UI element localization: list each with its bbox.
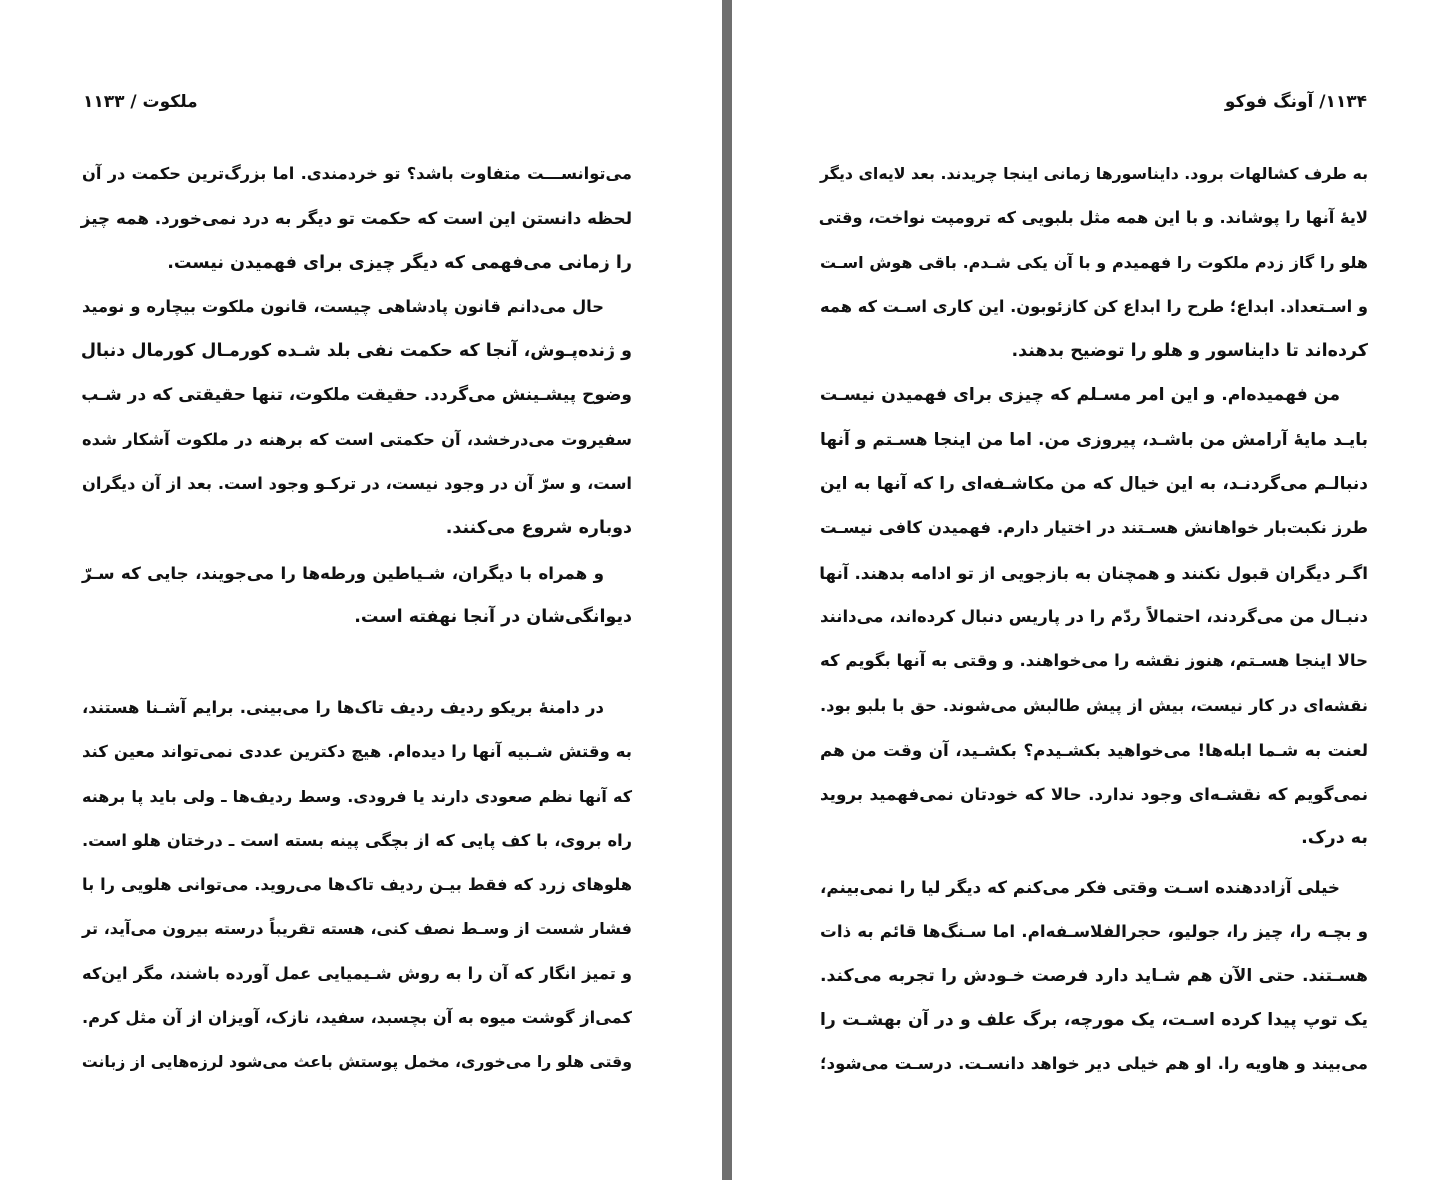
text-block — [820, 865, 1368, 1086]
text-line: اگـر دیگران قبول نکنند و همچنان به بازجویی از تو ادامه بدهند. آنها — [819, 562, 1368, 583]
text-line: و اسـتعداد. ابداع؛ طرح را ابداع کن کازئوبون. این کاری اسـت که همه — [820, 296, 1368, 316]
text-line: هسـتند. حتی الآن هم شـاید دارد فرصت خـودش را تجربه می‌کند. — [820, 965, 1368, 986]
text-line: که آنها نظم صعودی دارند یا فرودی. وسط ردیف‌ها ـ ولی باید پا برهنه — [82, 786, 632, 806]
text-line: هلوهای زرد که فقط بیـن ردیف تاک‌ها می‌روید. می‌توانی هلویی را با — [82, 875, 632, 895]
text-line: لایهٔ آنها را پوشاند. و با این همه مثل بلبویی که ترومپت نواخت، وقتی — [818, 208, 1368, 228]
text-line: وقتی هلو را می‌خوری، مخمل پوستش باعث می‌شود لرزه‌هایی از زبانت — [81, 1052, 632, 1072]
text-line: نقشه‌ای در کار نیست، بیش از پیش طالبش می‌شوند. حق با بلبو بود. — [820, 695, 1368, 715]
text-line: را زمانی می‌فهمی که دیگر چیزی برای فهمیدن نیست. — [167, 252, 632, 273]
text-line: به درک. — [1301, 828, 1368, 849]
text-line: خیلی آزاددهنده اسـت وقتی فکر می‌کنم که دیگر لیا را نمی‌بینم، — [819, 877, 1340, 897]
text-line: دیوانگی‌شان در آنجا نهفته است. — [354, 606, 632, 627]
text-block — [82, 686, 632, 1085]
text-block — [820, 152, 1368, 861]
text-line: هلو را گاز زدم ملکوت را فهمیدم و با آن یکی شـدم. باقی هوش اسـت — [820, 252, 1368, 272]
text-line: نمی‌گویم که نقشـه‌ای وجود ندارد. حالا که خودتان نمی‌فهمید بروید — [820, 784, 1368, 805]
text-line: دنبالـم می‌گردنـد، به این خیال که من مکاشـفه‌ای را که آنها به این — [820, 474, 1368, 495]
text-line: دنبـال من می‌گردند، احتمالاً ردّم را در پاریس دنبال کرده‌اند، می‌دانند — [820, 606, 1368, 626]
text-line: بایـد مایهٔ آرامش من باشـد، پیروزی من. اما من اینجا هسـتم و آنها — [820, 429, 1368, 450]
text-line: راه بروی، با کف پایی که از بچگی پینه بسته است ـ درختان هلو است. — [82, 830, 632, 850]
text-line: حال می‌دانم قانون پادشاهی چیست، قانون ملکوت بیچاره و نومید — [82, 296, 604, 316]
text-line: کمی‌از گوشت میوه به آن بچسبد، سفید، نازک، آویزان از آن مثل کرم. — [82, 1008, 632, 1028]
text-line: به طرف کشالهات برود. دایناسورها زمانی اینجا چریدند. بعد لایه‌ای دیگر — [820, 164, 1368, 183]
text-line: در دامنهٔ بریکو ردیف ردیف تاک‌ها را می‌بینی. برایم آشـنا هستند، — [82, 698, 604, 717]
left-page — [0, 0, 722, 1180]
text-line: من فهمیده‌ام. و این امر مسـلم که چیزی برای فهمیدن نیسـت — [819, 385, 1340, 406]
text-line: به وقتش شـبیه آنها را دیده‌ام. هیچ دکترین عددی نمی‌تواند معین کند — [82, 742, 632, 762]
text-line: لحظه دانستن این است که حکمت تو دیگر به درد نمی‌خورد. همه چیز — [80, 208, 632, 229]
text-line: است، و سرّ آن در وجود نیست، در ترکـو وجود است. بعد از آن دیگران — [82, 474, 632, 494]
text-line: کرده‌اند تا دایناسور و هلو را توضیح بدهند. — [1011, 341, 1368, 362]
text-line: وضوح پیشـینش می‌گردد. حقیقت ملکوت، تنها حقیقتی که در شـب — [81, 385, 632, 406]
text-line: لعنت به شـما ابله‌ها! می‌خواهید بکشـیدم؟ بکشـید، آن وقت من هم — [820, 739, 1368, 760]
text-block — [82, 152, 632, 639]
page-gutter — [722, 0, 732, 1180]
text-line: می‌بیند و هاویه را. او هم خیلی دیر خواهد دانسـت. درسـت می‌شود؛ — [820, 1054, 1368, 1074]
text-line: یک توپ پیدا کرده اسـت، یک مورچه، برگ علف و در آن بهشـت را — [820, 1009, 1368, 1030]
page-header: ملکوت / ۱۱۳۳ — [83, 92, 198, 112]
text-line: و بچـه را، چیز را، جولیو، حجرالفلاسـفه‌ام. اما سـنگ‌ها قائم به ذات — [820, 921, 1368, 942]
text-line: سفیروت می‌درخشد، آن حکمتی است که برهنه در ملکوت آشکار شده — [82, 429, 632, 449]
text-line: دوباره شروع می‌کنند. — [445, 518, 632, 539]
page-header: ۱۱۳۴/ آونگ فوکو — [1224, 92, 1367, 112]
text-line: و همراه با دیگران، شـیاطین ورطه‌ها را می‌جویند، جایی که سـرّ — [82, 562, 604, 583]
text-line: و تمیز انگار که آن را به روش شـیمیایی عمل آورده باشند، مگر این‌که — [82, 963, 632, 983]
text-line: حالا اینجا هسـتم، هنوز نقشه را می‌خواهند. و وقتی به آنها بگویم که — [820, 651, 1368, 671]
right-page — [732, 0, 1455, 1180]
text-line: طرز نکبت‌بار خواهانش هسـتند در اختیار دارم. فهمیدن کافی نیسـت — [820, 518, 1368, 538]
text-line: می‌توانســـت متفاوت باشد؟ تو خردمندی. اما بزرگ‌ترین حکمت در آن — [82, 164, 632, 183]
text-line: و ژنده‌پـوش، آنجا که حکمت نفی بلد شـده کورمـال کورمال دنبال — [80, 341, 632, 362]
text-line: فشار شست از وسـط نصف کنی، هسته تقریباً درسته بیرون می‌آید، تر — [82, 919, 632, 939]
